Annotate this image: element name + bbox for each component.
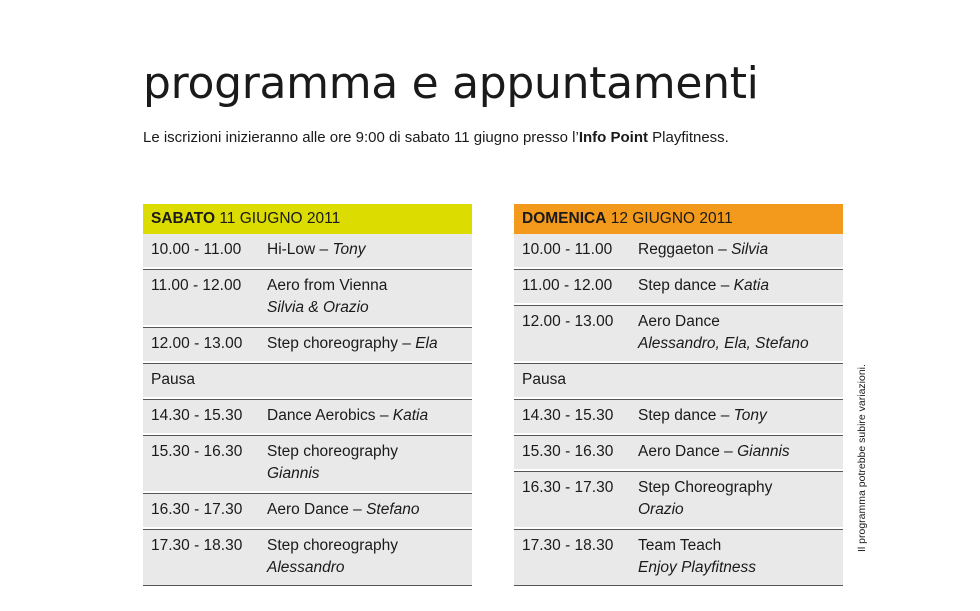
activity-name: Step choreography bbox=[267, 537, 398, 554]
row-time: 16.30 - 17.30 bbox=[151, 501, 243, 518]
instructor-line: Orazio bbox=[638, 501, 684, 518]
instructor-name: Ela bbox=[415, 335, 438, 352]
instructor-line: Alessandro, Ela, Stefano bbox=[638, 335, 809, 352]
schedule-row bbox=[143, 363, 472, 399]
row-activity bbox=[267, 405, 472, 427]
schedule-row bbox=[514, 399, 843, 435]
schedule-row bbox=[143, 435, 472, 493]
row-activity bbox=[638, 311, 843, 355]
row-time: 14.30 - 15.30 bbox=[522, 407, 614, 424]
schedule-row bbox=[514, 363, 843, 399]
row-time: 14.30 - 15.30 bbox=[151, 407, 243, 424]
row-activity bbox=[267, 239, 472, 261]
row-time: 17.30 - 18.30 bbox=[522, 537, 614, 554]
row-time: 10.00 - 11.00 bbox=[151, 241, 242, 258]
schedule-row bbox=[514, 234, 843, 269]
saturday-rows bbox=[143, 234, 472, 586]
row-activity bbox=[638, 441, 843, 463]
activity-name: Step dance – bbox=[638, 407, 734, 424]
row-time: 12.00 - 13.00 bbox=[151, 335, 243, 352]
schedule-row bbox=[143, 234, 472, 269]
info-point-label: Info Point bbox=[578, 129, 648, 146]
schedule-row bbox=[143, 493, 472, 529]
row-activity bbox=[267, 275, 472, 319]
instructor-line: Alessandro bbox=[267, 559, 345, 576]
schedule-row bbox=[143, 529, 472, 586]
sunday-day: DOMENICA bbox=[522, 210, 607, 227]
saturday-date: 11 GIUGNO 2011 bbox=[215, 210, 341, 227]
instructor-name: Silvia bbox=[731, 241, 769, 258]
instructor-line: Giannis bbox=[267, 465, 320, 482]
activity-name: Step dance – bbox=[638, 277, 734, 294]
activity-name: Aero Dance – bbox=[638, 443, 738, 460]
row-activity bbox=[267, 535, 472, 579]
activity-name: Dance Aerobics – bbox=[267, 407, 393, 424]
sunday-header bbox=[514, 204, 843, 234]
row-activity bbox=[267, 333, 472, 355]
activity-name: Reggaeton – bbox=[638, 241, 732, 258]
instructor-name: Tony bbox=[332, 241, 366, 258]
instructor-line: Silvia & Orazio bbox=[267, 299, 369, 316]
activity-name: Step choreography bbox=[267, 443, 398, 460]
row-activity bbox=[638, 239, 843, 261]
activity-name: Aero Dance bbox=[638, 313, 720, 330]
schedule-row bbox=[143, 399, 472, 435]
schedule-row bbox=[143, 269, 472, 327]
activity-name: Hi-Low – bbox=[267, 241, 333, 258]
sunday-rows bbox=[514, 234, 843, 586]
schedule-row bbox=[514, 435, 843, 471]
registration-text-end: Playfitness. bbox=[647, 129, 729, 146]
row-activity bbox=[267, 499, 472, 521]
activity-name: Step choreography – bbox=[267, 335, 416, 352]
registration-text: Le iscrizioni inizieranno alle ore 9:00 di sabato 11 giugno presso l’ bbox=[143, 129, 579, 146]
row-time: 11.00 - 12.00 bbox=[522, 277, 613, 294]
row-time: 15.30 - 16.30 bbox=[151, 443, 243, 460]
registration-info bbox=[143, 128, 729, 148]
activity-name: Team Teach bbox=[638, 537, 722, 554]
instructor-name: Stefano bbox=[366, 501, 420, 518]
sunday-schedule bbox=[514, 204, 843, 586]
row-time: Pausa bbox=[151, 371, 195, 388]
schedule-row bbox=[143, 327, 472, 363]
row-time: 11.00 - 12.00 bbox=[151, 277, 242, 294]
row-time: 17.30 - 18.30 bbox=[151, 537, 243, 554]
instructor-name: Tony bbox=[733, 407, 767, 424]
schedule-row bbox=[514, 529, 843, 586]
row-activity bbox=[638, 535, 843, 579]
saturday-day: SABATO bbox=[151, 210, 216, 227]
row-activity bbox=[638, 275, 843, 297]
saturday-schedule bbox=[143, 204, 472, 586]
row-time: 12.00 - 13.00 bbox=[522, 313, 614, 330]
row-activity bbox=[638, 405, 843, 427]
page-title: programma e appuntamenti bbox=[143, 58, 759, 109]
side-note bbox=[852, 330, 872, 555]
schedule-row bbox=[514, 471, 843, 529]
activity-name: Aero Dance – bbox=[267, 501, 367, 518]
schedule-row bbox=[514, 305, 843, 363]
row-time: 10.00 - 11.00 bbox=[522, 241, 613, 258]
activity-name: Aero from Vienna bbox=[267, 277, 388, 294]
schedule-row bbox=[514, 269, 843, 305]
row-activity bbox=[638, 369, 843, 391]
instructor-line: Enjoy Playfitness bbox=[638, 559, 757, 576]
saturday-header bbox=[143, 204, 472, 234]
side-note-text: Il programma potrebbe subire variazioni. bbox=[856, 364, 868, 552]
instructor-name: Katia bbox=[733, 277, 770, 294]
instructor-name: Giannis bbox=[737, 443, 790, 460]
row-time: 15.30 - 16.30 bbox=[522, 443, 614, 460]
row-activity bbox=[267, 369, 472, 391]
row-activity bbox=[267, 441, 472, 485]
row-activity bbox=[638, 477, 843, 521]
instructor-name: Katia bbox=[392, 407, 429, 424]
row-time: Pausa bbox=[522, 371, 566, 388]
row-time: 16.30 - 17.30 bbox=[522, 479, 614, 496]
sunday-date: 12 GIUGNO 2011 bbox=[606, 210, 733, 227]
activity-name: Step Choreography bbox=[638, 479, 773, 496]
